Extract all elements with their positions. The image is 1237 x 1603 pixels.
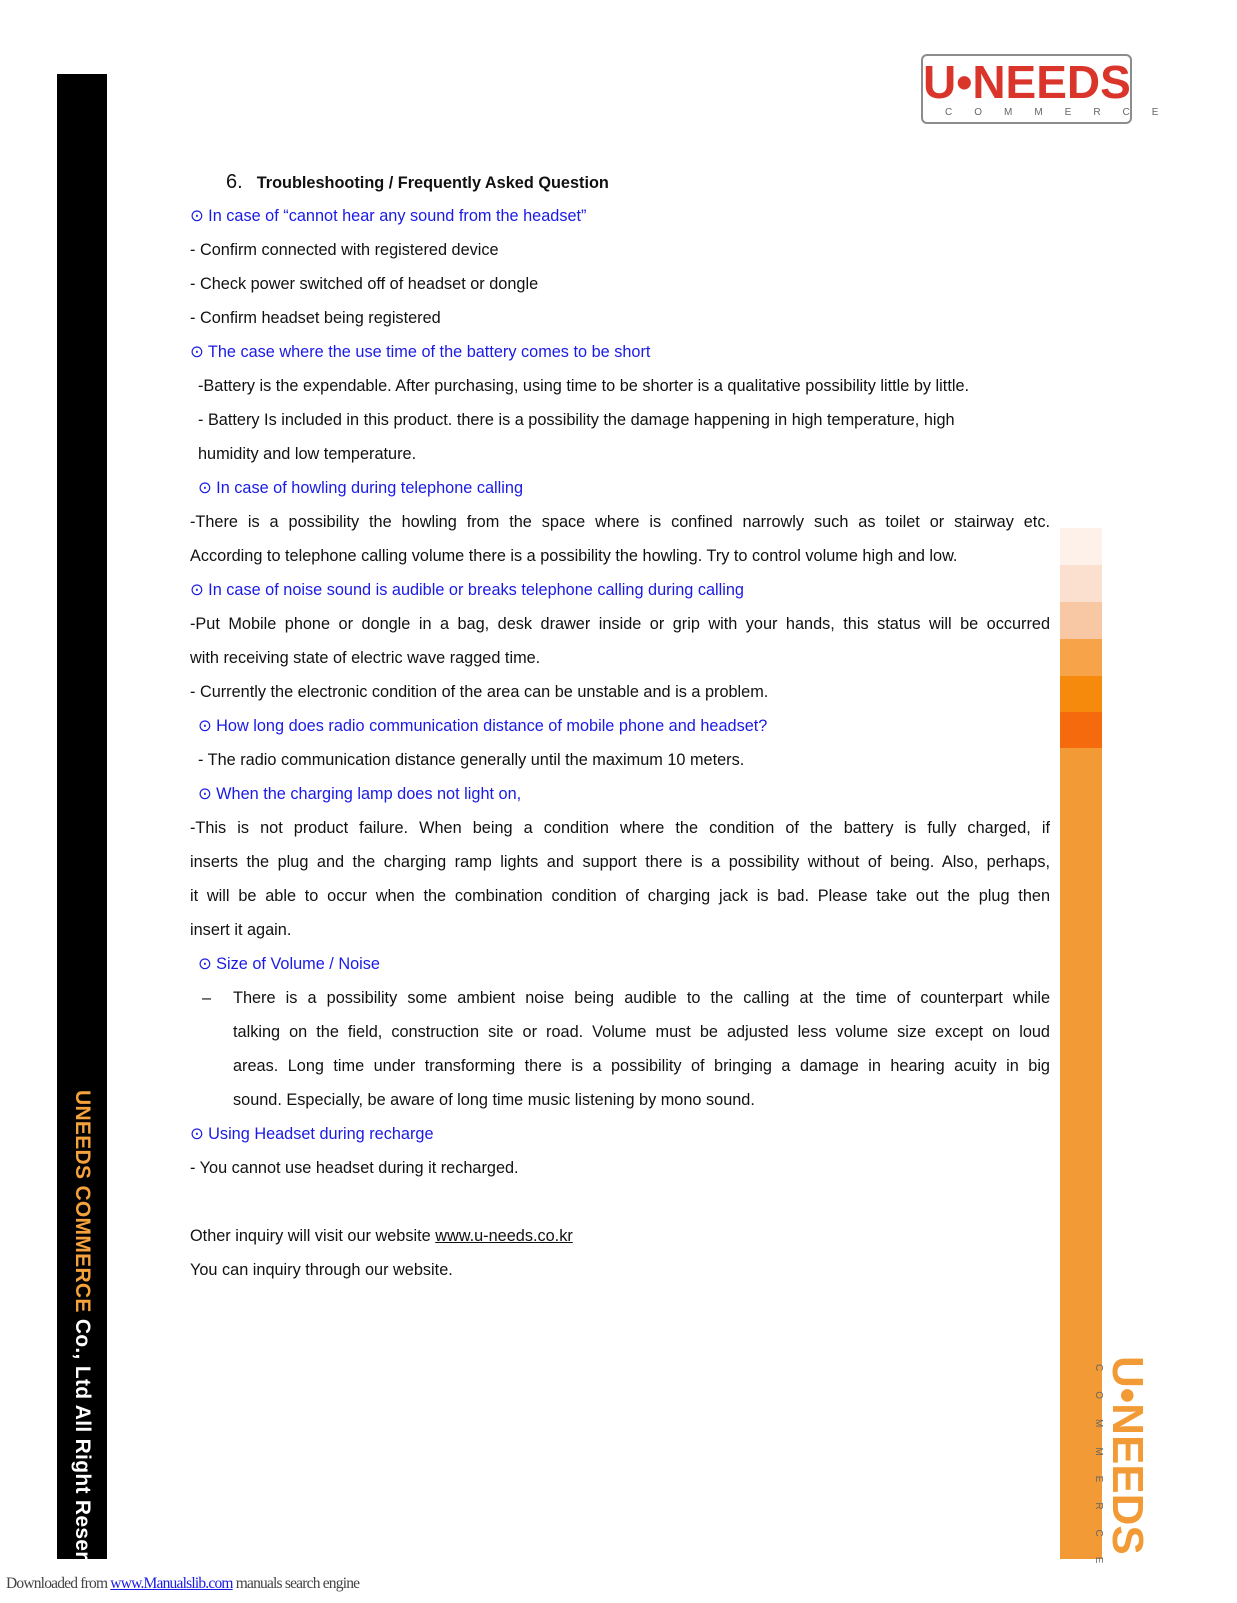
orange-block <box>1060 676 1102 712</box>
faq-text: areas. Long time under transforming there is a possibility of bringing a damage in hearing acuity in big <box>233 1057 1050 1075</box>
section-title: 6. Troubleshooting / Frequently Asked Question <box>226 171 609 193</box>
faq-text: -This is not product failure. When being a condition where the condition of the battery is fully charged, if <box>190 819 1050 837</box>
faq-text: talking on the field, construction site or road. Volume must be adjusted less volume size except on loud <box>233 1023 1050 1041</box>
inquiry-text: You can inquiry through our website. <box>190 1261 453 1279</box>
website-link[interactable]: www.u-needs.co.kr <box>435 1227 573 1245</box>
faq-text: - Confirm connected with registered device <box>190 241 499 259</box>
company-logo <box>921 54 1181 124</box>
faq-heading: ⊙ In case of noise sound is audible or breaks telephone calling during calling <box>190 581 744 599</box>
logo-wordmark: U•NEEDS <box>923 56 1131 108</box>
faq-text: - Battery Is included in this product. there is a possibility the damage happening in high temperature, high <box>198 411 955 429</box>
faq-text: insert it again. <box>190 921 292 939</box>
orange-block <box>1060 528 1102 565</box>
faq-text: -There is a possibility the howling from the space where is confined narrowly such as toilet or stairway etc. <box>190 513 1050 531</box>
faq-text: According to telephone calling volume there is a possibility the howling. Try to control volume high and low. <box>190 547 958 565</box>
download-footer: Downloaded from www.Manualslib.com manuals search engine <box>6 1575 360 1592</box>
dash-bullet: – <box>202 989 212 1007</box>
faq-heading: ⊙ How long does radio communication distance of mobile phone and headset? <box>198 717 768 735</box>
faq-text: it will be able to occur when the combination condition of charging jack is bad. Please take out the plug then <box>190 887 1050 905</box>
orange-block <box>1060 639 1102 676</box>
document-body <box>190 165 1050 1287</box>
logo-subtitle: COMMERCE <box>945 107 1181 118</box>
side-logo-vertical: U•NEEDS COMMERCE <box>1093 1356 1152 1584</box>
faq-heading: ⊙ Size of Volume / Noise <box>198 955 380 973</box>
faq-text: - You cannot use headset during it recharged. <box>190 1159 519 1177</box>
faq-heading: ⊙ In case of “cannot hear any sound from the headset” <box>190 207 587 225</box>
faq-heading: ⊙ When the charging lamp does not light on, <box>198 785 522 803</box>
orange-block <box>1060 712 1102 748</box>
faq-text: with receiving state of electric wave ragged time. <box>190 649 541 667</box>
faq-heading: ⊙ The case where the use time of the battery comes to be short <box>190 343 651 361</box>
copyright-vertical-text: UNEEDS COMMERCE Co., Ltd All Right Reserved. <box>71 1090 94 1603</box>
manualslib-link[interactable]: www.Manualslib.com <box>110 1575 233 1592</box>
faq-text: humidity and low temperature. <box>198 445 417 463</box>
faq-text: - The radio communication distance generally until the maximum 10 meters. <box>198 751 745 769</box>
faq-heading: ⊙ In case of howling during telephone calling <box>198 479 524 497</box>
inquiry-text: Other inquiry will visit our website www.u-needs.co.kr <box>190 1227 573 1245</box>
faq-text: -Put Mobile phone or dongle in a bag, desk drawer inside or grip with your hands, this status will be occurred <box>190 615 1050 633</box>
faq-text: – There is a possibility some ambient noise being audible to the calling at the time of counterpart while <box>190 981 1050 1015</box>
faq-heading: ⊙ Using Headset during recharge <box>190 1125 434 1143</box>
faq-text: - Check power switched off of headset or dongle <box>190 275 539 293</box>
orange-block <box>1060 602 1102 639</box>
faq-text: sound. Especially, be aware of long time music listening by mono sound. <box>233 1091 755 1109</box>
orange-block <box>1060 565 1102 602</box>
faq-text: - Currently the electronic condition of the area can be unstable and is a problem. <box>190 683 769 701</box>
faq-text: - Confirm headset being registered <box>190 309 441 327</box>
faq-text: inserts the plug and the charging ramp lights and support there is a possibility without of being. Also, perhaps, <box>190 853 1050 871</box>
faq-text: -Battery is the expendable. After purchasing, using time to be shorter is a qualitative possibility little by little. <box>198 377 970 395</box>
